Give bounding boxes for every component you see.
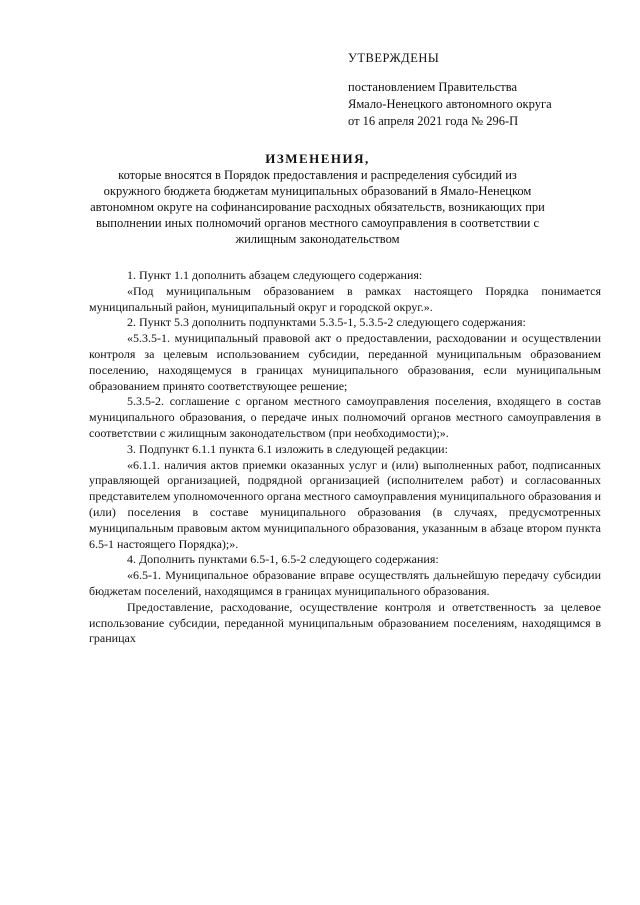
approval-line: от 16 апреля 2021 года № 296-П	[348, 114, 519, 128]
approval-line: Ямало-Ненецкого автономного округа	[348, 97, 552, 111]
paragraph: 1. Пункт 1.1 дополнить абзацем следующего содержания:	[127, 268, 423, 282]
paragraph: 5.3.5-2. соглашение с органом местного самоуправления поселения, входящего в состав муниципального образования, о передаче иных полномочий органов местного самоуправления в соответствии с жилищным законодательством (при необходимости);».	[89, 394, 601, 440]
document-subtitle: которые вносятся в Порядок предоставления и распределения субсидий из окружного бюджета бюджетам муниципальных образований в Ямало-Ненецком автономном округе на софинансирование расходных обязательств, возникающих при выполнении иных полномочий органов местного самоуправления в соответствии с жилищным законодательством	[90, 168, 545, 246]
approval-line: постановлением Правительства	[348, 80, 518, 94]
document-title: ИЗМЕНЕНИЯ,	[265, 151, 370, 166]
paragraph: «Под муниципальным образованием в рамках настоящего Порядка понимается муниципальный район, муниципальный округ и городской округ.».	[89, 283, 601, 314]
paragraph: «6.5-1. Муниципальное образование вправе осуществлять дальнейшую передачу субсидии бюджетам поселений, находящимся в границах муниципального образования.	[89, 568, 601, 598]
paragraph: 3. Подпункт 6.1.1 пункта 6.1 изложить в следующей редакции:	[127, 441, 448, 456]
paragraph: «5.3.5-1. муниципальный правовой акт о предоставлении, расходовании и осуществлении контроля за целевым использованием субсидии, переданной муниципальным образованием поселению, находящемуся в границах муниципального образования, если муниципальным образованием принято соответствующее решение;	[89, 331, 601, 393]
approval-stamp	[348, 50, 618, 130]
paragraph: «6.1.1. наличия актов приемки оказанных услуг и (или) выполненных работ, подписанных управляющей организацией, подрядной организацией (исполнителем работ) и согласованных представителем уполномоченного органа местного самоуправления муниципального образования и (или) поселения в составе муниципального образования (в случаях, предусмотренных муниципальным правовым актом муниципального образования, указанным в абзаце втором пункта 6.5-1 настоящего Порядка);».	[89, 457, 601, 551]
document-body	[89, 268, 601, 647]
paragraph: 2. Пункт 5.3 дополнить подпунктами 5.3.5-1, 5.3.5-2 следующего содержания:	[127, 315, 526, 330]
paragraph: 4. Дополнить пунктами 6.5-1, 6.5-2 следующего содержания:	[127, 552, 439, 567]
document-title-block	[90, 150, 545, 247]
approval-heading: УТВЕРЖДЕНЫ	[348, 51, 440, 65]
paragraph: Предоставление, расходование, осуществление контроля и ответственность за целевое использование субсидии, переданной муниципальным образованием поселениям, находящимся в границах	[89, 599, 601, 646]
